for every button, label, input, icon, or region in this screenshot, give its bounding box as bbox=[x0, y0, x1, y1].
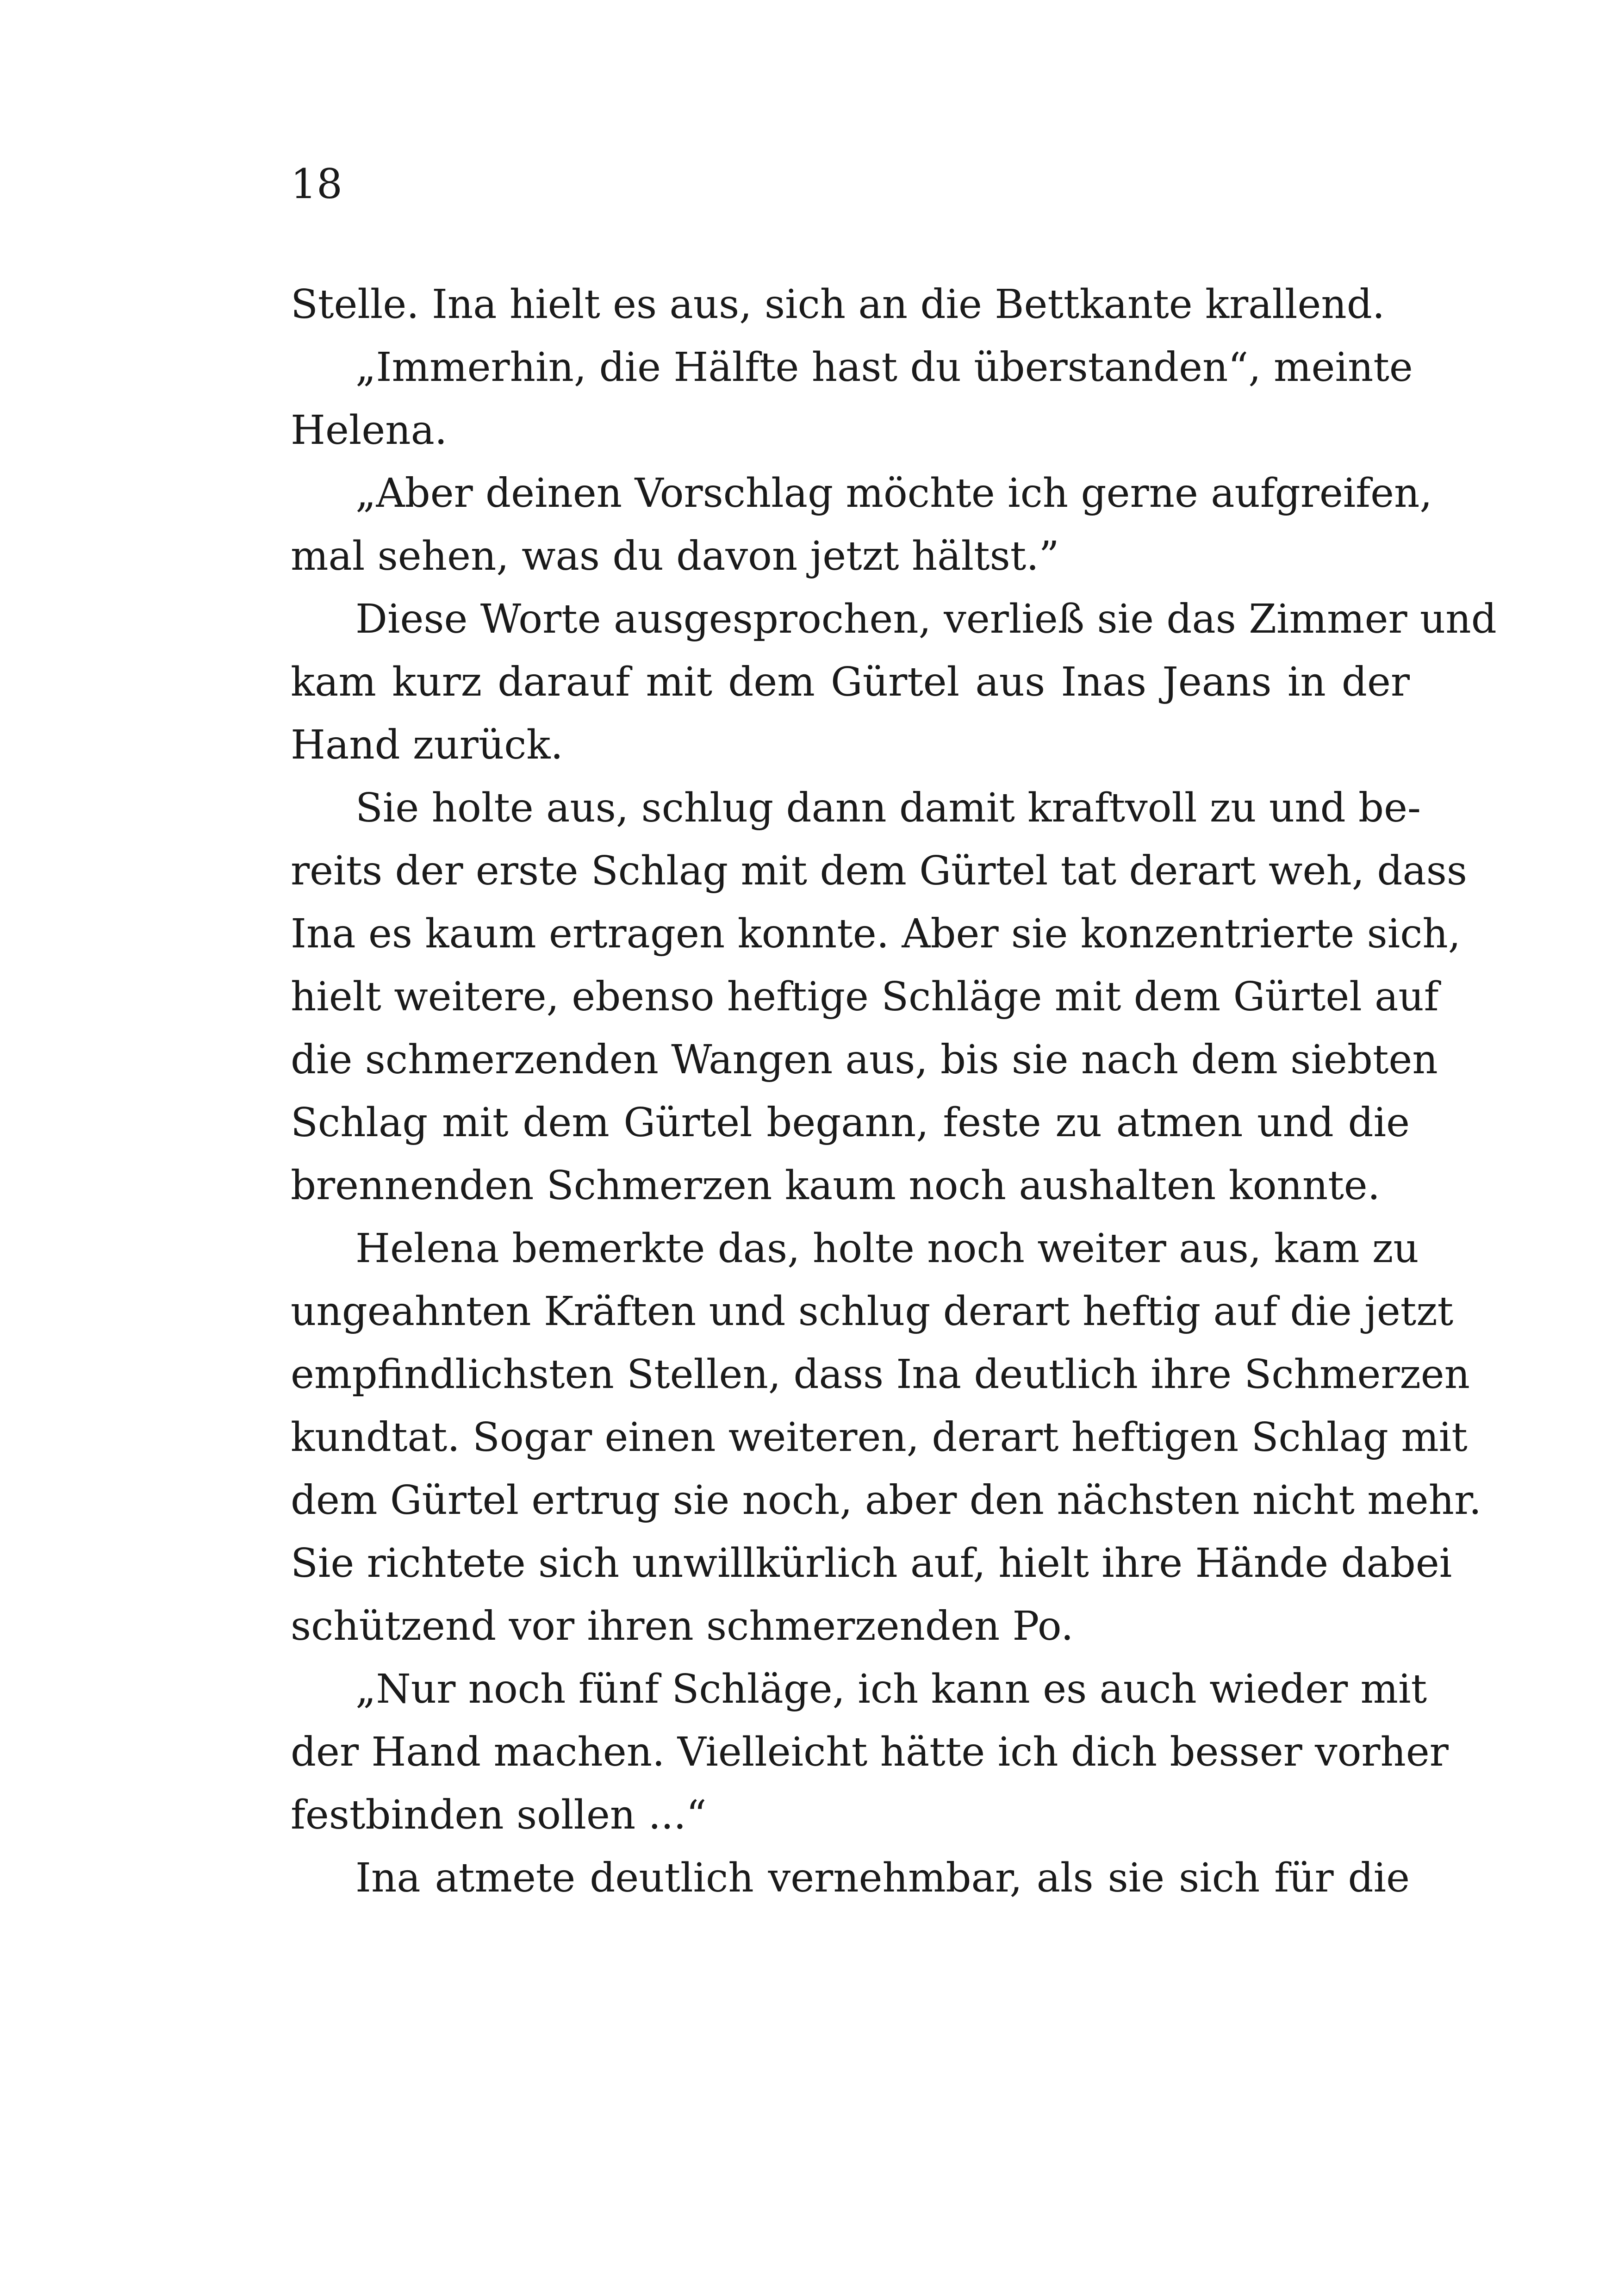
text-line: schützend vor ihren schmerzenden Po. bbox=[291, 1603, 1074, 1649]
text-line: der Hand machen. Vielleicht hätte ich dich besser vorher bbox=[291, 1729, 1449, 1775]
text-line: Sie holte aus, schlug dann damit kraftvoll zu und be- bbox=[355, 785, 1421, 831]
text-line: Hand zurück. bbox=[291, 722, 563, 768]
text-line: empfindlichsten Stellen, dass Ina deutlich ihre Schmerzen bbox=[291, 1351, 1470, 1398]
text-line: Ina es kaum ertragen konnte. Aber sie konzentrierte sich, bbox=[291, 911, 1461, 957]
text-line: Stelle. Ina hielt es aus, sich an die Bettkante krallend. bbox=[291, 281, 1385, 328]
text-line: dem Gürtel ertrug sie noch, aber den nächsten nicht mehr. bbox=[291, 1477, 1482, 1524]
text-line: reits der erste Schlag mit dem Gürtel tat derart weh, dass bbox=[291, 848, 1467, 894]
text-line: brennenden Schmerzen kaum noch aushalten konnte. bbox=[291, 1163, 1381, 1209]
text-line: kam kurz darauf mit dem Gürtel aus Inas Jeans in der bbox=[291, 659, 1410, 705]
body-text bbox=[291, 273, 1497, 1910]
page-number: 18 bbox=[291, 160, 342, 208]
text-line: kundtat. Sogar einen weiteren, derart heftigen Schlag mit bbox=[291, 1414, 1468, 1461]
text-line: Schlag mit dem Gürtel begann, feste zu atmen und die bbox=[291, 1100, 1410, 1146]
text-line: mal sehen, was du davon jetzt hältst.” bbox=[291, 533, 1059, 579]
text-line: ungeahnten Kräften und schlug derart heftig auf die jetzt bbox=[291, 1288, 1454, 1335]
text-line: die schmerzenden Wangen aus, bis sie nach dem siebten bbox=[291, 1037, 1438, 1083]
text-line: Diese Worte ausgesprochen, verließ sie das Zimmer und bbox=[355, 596, 1497, 642]
text-line: Sie richtete sich unwillkürlich auf, hielt ihre Hände dabei bbox=[291, 1540, 1452, 1587]
text-line: Helena bemerkte das, holte noch weiter aus, kam zu bbox=[355, 1226, 1419, 1272]
text-line: „Aber deinen Vorschlag möchte ich gerne aufgreifen, bbox=[355, 470, 1432, 516]
text-line: „Nur noch fünf Schläge, ich kann es auch wieder mit bbox=[355, 1666, 1427, 1712]
text-line: festbinden sollen ...“ bbox=[291, 1792, 707, 1838]
text-line: „Immerhin, die Hälfte hast du überstanden“, meinte bbox=[355, 344, 1413, 391]
text-line: hielt weitere, ebenso heftige Schläge mit dem Gürtel auf bbox=[291, 974, 1439, 1020]
text-line: Ina atmete deutlich vernehmbar, als sie sich für die bbox=[355, 1855, 1410, 1901]
text-line: Helena. bbox=[291, 407, 448, 454]
